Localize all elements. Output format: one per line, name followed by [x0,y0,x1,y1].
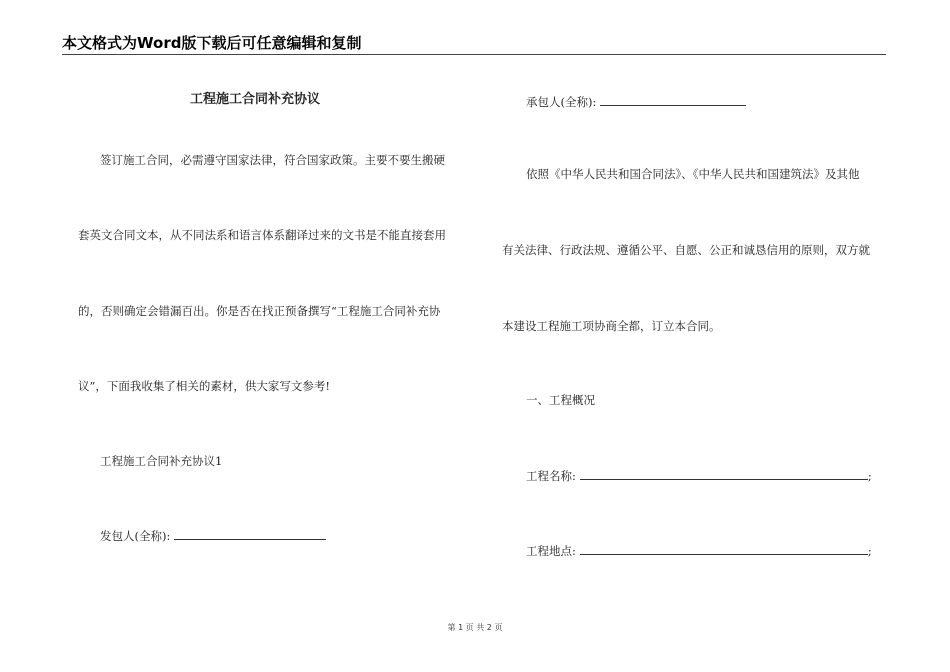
subtitle: 工程施工合同补充协议1 [100,454,223,468]
project-name-row [526,467,872,484]
section-heading-1: 一、工程概况 [526,393,595,407]
employer-blank[interactable] [174,527,326,540]
project-name-semicolon: ; [867,469,872,483]
basis-line-3: 本建设工程施工项协商全都，订立本合同。 [502,319,721,333]
project-location-blank[interactable] [580,542,868,555]
basis-line-1: 依照《中华人民共和国合同法》、《中华人民共和国建筑法》及其他 [526,167,860,181]
contractor-label: 承包人(全称): [526,95,597,109]
contractor-row [526,93,746,110]
project-name-blank[interactable] [580,467,868,480]
project-name-label: 工程名称: [526,469,576,483]
intro-line-2: 套英文合同文本，从不同法系和语言体系翻译过来的文书是不能直接套用 [78,228,446,242]
header-rule [62,54,886,55]
basis-line-2: 有关法律、行政法规、遵循公平、自愿、公正和诚恳信用的原则，双方就 [502,243,870,257]
intro-line-1: 签订施工合同，必需遵守国家法律，符合国家政策。主要不要生搬硬 [100,153,445,167]
project-location-row [526,542,872,559]
page-footer: 第 1 页 共 2 页 [447,623,503,632]
employer-label: 发包人(全称): [100,529,171,543]
contractor-blank[interactable] [600,93,746,106]
intro-line-4: 议”，下面我收集了相关的素材，供大家写文参考! [78,379,330,393]
intro-line-3: 的，否则确定会错漏百出。你是否在找正预备撰写“工程施工合同补充协 [78,304,441,318]
document-title: 工程施工合同补充协议 [190,92,321,107]
employer-row [100,527,326,544]
project-location-label: 工程地点: [526,544,576,558]
project-location-semicolon: ; [867,544,872,558]
page-header: 本文格式为Word版下载后可任意编辑和复制 [62,34,362,52]
